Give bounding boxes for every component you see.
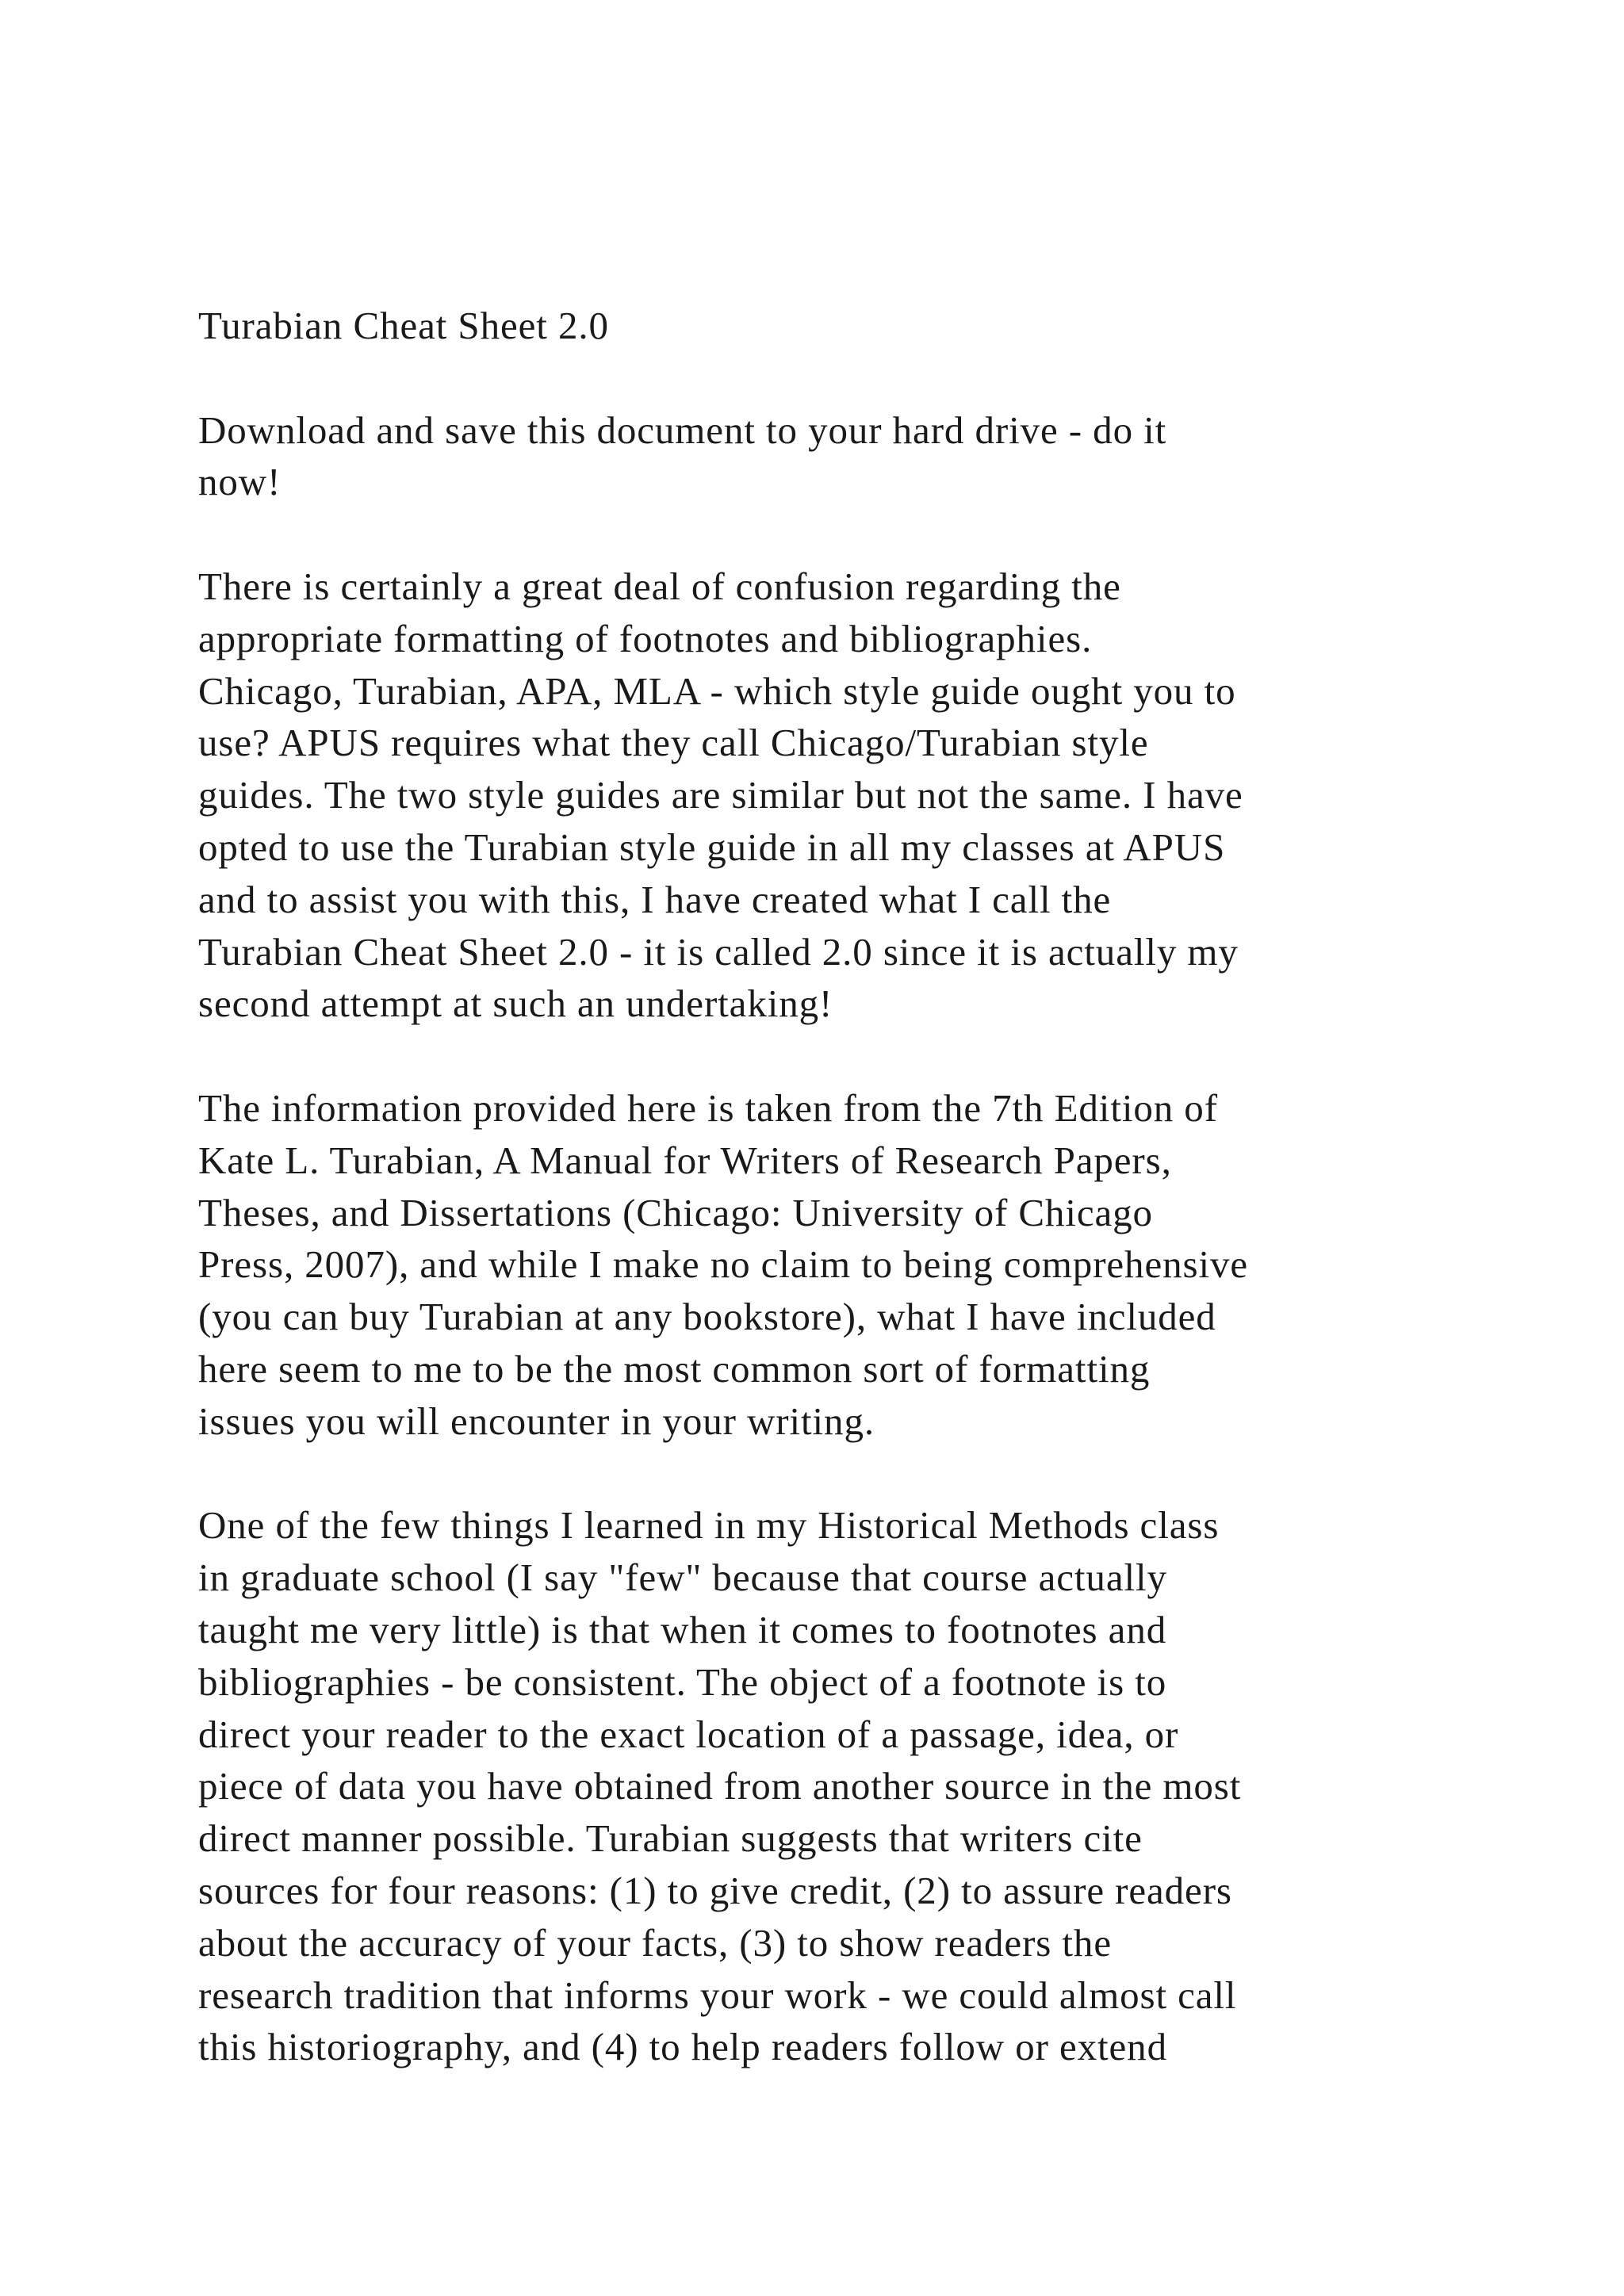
paragraph-line: second attempt at such an undertaking!	[198, 982, 833, 1026]
paragraph-line: Download and save this document to your hard drive - do it	[198, 408, 1167, 452]
paragraph-line: in graduate school (I say "few" because that course actually	[198, 1556, 1167, 1600]
paragraph-line: direct manner possible. Turabian suggests that writers cite	[198, 1816, 1143, 1861]
paragraph-line: Chicago, Turabian, APA, MLA - which style guide ought you to	[198, 668, 1236, 713]
paragraph-line: taught me very little) is that when it comes to footnotes and	[198, 1607, 1167, 1651]
paragraph-line: and to assist you with this, I have created what I call the	[198, 877, 1112, 921]
paragraph-line: Press, 2007), and while I make no claim to being comprehensive	[198, 1242, 1249, 1287]
paragraph-line: issues you will encounter in your writing.	[198, 1399, 875, 1443]
paragraph-source-info	[198, 1082, 1546, 1448]
paragraph-line: (you can buy Turabian at any bookstore), what I have included	[198, 1295, 1216, 1339]
document-body	[198, 300, 1546, 2126]
paragraph-line: bibliographies - be consistent. The object of a footnote is to	[198, 1659, 1167, 1704]
paragraph-historical-methods	[198, 1499, 1546, 2073]
paragraph-line: use? APUS requires what they call Chicago/Turabian style	[198, 721, 1149, 765]
paragraph-line: One of the few things I learned in my Historical Methods class	[198, 1503, 1220, 1548]
paragraph-download-notice	[198, 404, 1546, 509]
paragraph-line: piece of data you have obtained from another source in the most	[198, 1764, 1242, 1808]
paragraph-line: appropriate formatting of footnotes and bibliographies.	[198, 616, 1093, 660]
paragraph-line: research tradition that informs your work - we could almost call	[198, 1973, 1237, 2017]
paragraph-line: now!	[198, 460, 282, 504]
paragraph-line: about the accuracy of your facts, (3) to show readers the	[198, 1920, 1112, 1965]
paragraph-line: The information provided here is taken from the 7th Edition of	[198, 1085, 1218, 1130]
paragraph-line: opted to use the Turabian style guide in all my classes at APUS	[198, 825, 1226, 869]
paragraph-line: Turabian Cheat Sheet 2.0 - it is called 2.0 since it is actually my	[198, 929, 1239, 974]
paragraph-line: here seem to me to be the most common sort of formatting	[198, 1346, 1151, 1391]
paragraph-line: direct your reader to the exact location of a passage, idea, or	[198, 1712, 1179, 1756]
paragraph-line: Theses, and Dissertations (Chicago: University of Chicago	[198, 1190, 1153, 1234]
paragraph-line: guides. The two style guides are similar but not the same. I have	[198, 773, 1243, 817]
document-title: Turabian Cheat Sheet 2.0	[198, 304, 609, 347]
paragraph-style-guides	[198, 561, 1546, 1030]
paragraph-line: sources for four reasons: (1) to give credit, (2) to assure readers	[198, 1868, 1232, 1912]
paragraph-line: Kate L. Turabian, A Manual for Writers of Research Papers,	[198, 1138, 1172, 1182]
paragraph-line: There is certainly a great deal of confusion regarding the	[198, 564, 1121, 608]
paragraph-line: this historiography, and (4) to help readers follow or extend	[198, 2025, 1167, 2069]
